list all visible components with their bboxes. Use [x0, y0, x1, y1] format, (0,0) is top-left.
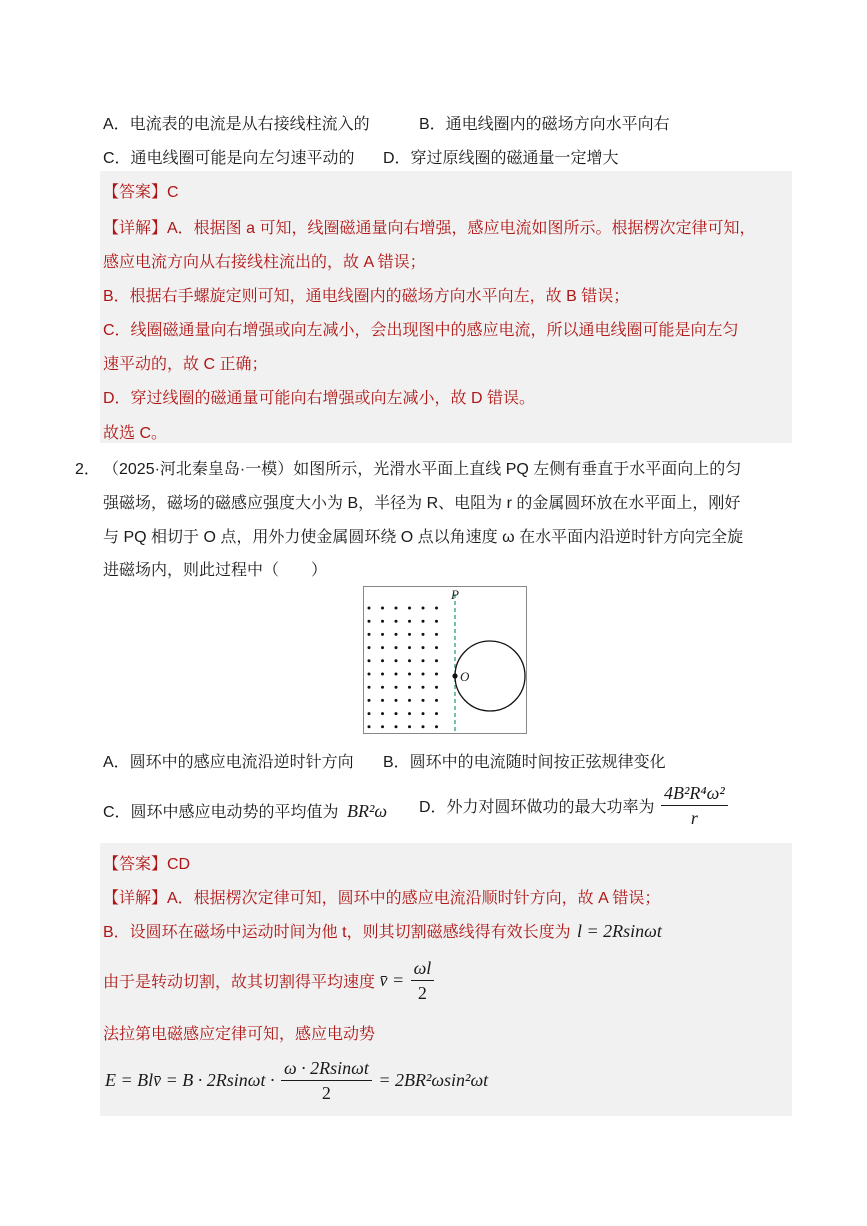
q2-detail-e: 法拉第电磁感应定律可知，感应电动势 — [103, 1026, 376, 1043]
q2-detail-v-fraction — [411, 957, 435, 1004]
field-dot — [408, 699, 411, 702]
field-dot — [422, 607, 425, 610]
field-dot — [408, 607, 411, 610]
field-dot — [435, 699, 438, 702]
q2-detail-v — [103, 957, 436, 1004]
q1-answer: 【答案】C — [103, 184, 179, 201]
q2-option-d-denominator: r — [690, 808, 698, 828]
field-dot — [368, 633, 371, 636]
q2-option-b: B．圆环中的电流随时间按正弦规律变化 — [383, 754, 666, 771]
q1-detail-line-4: C．线圈磁通量向右增强或向左减小，会出现图中的感应电流，所以通电线圈可能是向左匀 — [103, 322, 739, 339]
field-dot — [422, 659, 425, 662]
point-o — [452, 673, 457, 678]
q2-emf-equation — [105, 1057, 488, 1104]
field-dot — [422, 633, 425, 636]
q1-detail-line-6: D．穿过线圈的磁通量可能向右增强或向左减小，故 D 错误。 — [103, 390, 536, 407]
q2-eq-denominator: 2 — [321, 1083, 331, 1103]
field-dot — [381, 699, 384, 702]
q2-eq-numerator: ω · 2Rsinωt — [281, 1057, 372, 1081]
q2-number: 2． — [75, 461, 100, 478]
q2-eq-right: = 2BR²ωsin²ωt — [378, 1070, 489, 1090]
field-dot — [435, 686, 438, 689]
q2-stem-line-4: 进磁场内，则此过程中（ ） — [103, 562, 328, 579]
q1-option-a: A．电流表的电流是从右接线柱流入的 — [103, 116, 370, 133]
field-dot — [395, 725, 398, 728]
field-dot — [408, 620, 411, 623]
field-dot — [435, 607, 438, 610]
field-dot — [435, 673, 438, 676]
field-dot — [408, 633, 411, 636]
field-dot — [381, 646, 384, 649]
field-dot — [381, 659, 384, 662]
field-dot — [408, 725, 411, 728]
q1-detail-line-2: 感应电流方向从右接线柱流出的，故 A 错误； — [103, 254, 426, 271]
field-dot — [395, 686, 398, 689]
field-dot — [422, 725, 425, 728]
field-dot — [381, 607, 384, 610]
field-dot — [381, 620, 384, 623]
q2-eq-left: E = Blv̄ = B · 2Rsinωt · — [105, 1070, 275, 1090]
field-dot — [395, 699, 398, 702]
q2-detail-a: 【详解】A．根据楞次定律可知，圆环中的感应电流沿顺时针方向，故 A 错误； — [103, 890, 661, 907]
q2-detail-b-text: B．设圆环在磁场中运动时间为他 t，则其切割磁感线得有效长度为 — [103, 924, 571, 941]
field-dot — [395, 607, 398, 610]
figure-svg — [363, 586, 527, 734]
field-dot — [368, 699, 371, 702]
magnetic-field-figure — [363, 586, 527, 734]
q2-option-c-text: C．圆环中感应电动势的平均值为 — [103, 804, 339, 821]
field-dot — [408, 686, 411, 689]
q1-detail-line-3: B．根据右手螺旋定则可知，通电线圈内的磁场方向水平向左，故 B 错误； — [103, 288, 630, 305]
q1-option-c: C．通电线圈可能是向左匀速平动的 — [103, 150, 355, 167]
label-p: P — [451, 587, 459, 602]
q2-answer: 【答案】CD — [103, 856, 191, 873]
q1-option-b: B．通电线圈内的磁场方向水平向右 — [419, 116, 670, 133]
field-dot — [381, 673, 384, 676]
field-dot — [368, 725, 371, 728]
q2-option-d-text: D．外力对圆环做功的最大功率为 — [419, 799, 655, 816]
field-dot — [422, 620, 425, 623]
field-dot — [368, 607, 371, 610]
q2-stem-line-3: 与 PQ 相切于 O 点，用外力使金属圆环绕 O 点以角速度 ω 在水平面内沿逆时针方向完全旋 — [103, 529, 744, 546]
q2-stem-line-1: （2025·河北秦皇岛·一模）如图所示，光滑水平面上直线 PQ 左侧有垂直于水平面向上的匀 — [103, 461, 742, 478]
label-o: O — [460, 669, 470, 684]
q2-detail-v-numerator: ωl — [411, 957, 435, 981]
field-dot — [381, 712, 384, 715]
q1-detail-line-1: 【详解】A．根据图 a 可知，线圈磁通量向右增强，感应电流如图所示。根据楞次定律可知， — [103, 220, 756, 237]
q2-detail-v-text: 由于是转动切割，故其切割得平均速度 — [103, 974, 376, 991]
field-dot — [408, 659, 411, 662]
field-dot — [368, 659, 371, 662]
field-dot — [395, 646, 398, 649]
field-dot — [381, 633, 384, 636]
field-dot — [422, 699, 425, 702]
q2-detail-v-denominator: 2 — [417, 983, 427, 1003]
field-dot — [435, 712, 438, 715]
field-dot — [435, 725, 438, 728]
q2-detail-b-formula: l = 2Rsinωt — [577, 921, 662, 941]
field-dot — [435, 646, 438, 649]
figure-frame — [364, 587, 527, 734]
q2-eq-fraction — [281, 1057, 372, 1104]
field-dot — [435, 633, 438, 636]
field-dot — [368, 712, 371, 715]
field-dot — [422, 686, 425, 689]
field-dot — [408, 646, 411, 649]
field-dot — [395, 659, 398, 662]
q2-option-c — [103, 799, 387, 822]
q2-detail-b — [103, 919, 662, 942]
field-dot — [368, 620, 371, 623]
q2-stem-line-2: 强磁场，磁场的磁感应强度大小为 B，半径为 R、电阻为 r 的金属圆环放在水平面上，刚好 — [103, 495, 741, 512]
field-dot — [422, 712, 425, 715]
field-dot — [408, 673, 411, 676]
field-dot — [422, 646, 425, 649]
q1-detail-line-5: 速平动的，故 C 正确； — [103, 356, 268, 373]
q1-detail-line-7: 故选 C。 — [103, 425, 168, 442]
field-dot — [368, 673, 371, 676]
field-dot — [381, 686, 384, 689]
field-dot — [395, 633, 398, 636]
field-dot — [422, 673, 425, 676]
field-dot — [395, 673, 398, 676]
q2-detail-v-lhs: v̄ = — [379, 970, 405, 990]
field-dot — [368, 686, 371, 689]
field-dot — [395, 712, 398, 715]
field-dot — [381, 725, 384, 728]
field-dot — [408, 712, 411, 715]
q2-option-c-formula: BR²ω — [347, 801, 388, 821]
field-dot — [435, 620, 438, 623]
q2-option-a: A．圆环中的感应电流沿逆时针方向 — [103, 754, 354, 771]
field-dot — [395, 620, 398, 623]
q1-option-d: D．穿过原线圈的磁通量一定增大 — [383, 150, 619, 167]
field-dot — [368, 646, 371, 649]
q2-option-d-numerator: 4B²R⁴ω² — [661, 782, 728, 806]
q2-option-d-fraction — [661, 782, 728, 829]
q2-option-d — [419, 782, 730, 829]
field-dot — [435, 659, 438, 662]
